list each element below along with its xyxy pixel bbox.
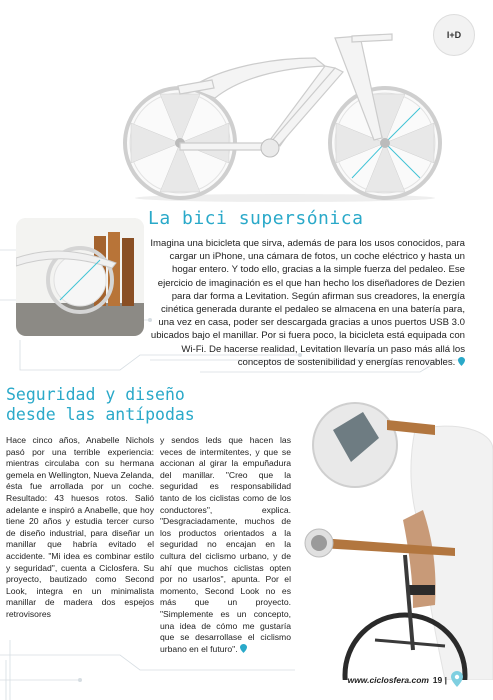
article-title-supersonic: La bici supersónica [148, 208, 364, 229]
section-tag-label: I+D [446, 30, 462, 40]
article-title-line-1: Seguridad y diseño [6, 385, 185, 404]
article-title-safety [6, 385, 195, 425]
article-title-line-2: desde las antípodas [6, 405, 195, 424]
footer-website-link[interactable]: www.ciclosfera.com [347, 675, 429, 685]
article-column-2-text: y sendos leds que hacen las veces de intermitentes, y que se accionan al girar la empuñadura del manillar. "Creo que la seguridad es responsabilidad tanto de los ciclistas como de los conductores", explica. "Desgraciadamente, muchos de los productos orientados a la seguridad no encajan en la cultura del ciclismo urbano, y de ahí que muchos ciclistas opten por no usarlos", apunta. Por el momento, Second Look no es más que un proyecto. "Simplemente es un concepto, una idea de cómo me gustaría que se desarrollase el ciclismo urbano en el futuro". [160, 435, 291, 654]
article-intro-body: Imagina una bicicleta que sirva, además de para los usos conocidos, para cargar un iPhone, una cámara de fotos, un coche eléctrico y hasta un hogar entero. Y todo ello, gracias a la simple fuerza del pedaleo. Ese ejercicio de imaginación es el que han hecho los diseñadores de Dezien para dar forma a Levitation. Según afirman sus creadores, la energía cinética generada durante el pedaleo se almacena en una batería para, una vez en casa, poder ser descargada gracias a unos puertos USB 3.0 ubicados bajo el manillar. Por si fuera poco, la bicicleta está equipada con Wi-Fi. De hacerse realidad, Levitation llevaría un paso más allá los conceptos de sostenibilidad y energías renovables. [150, 238, 465, 368]
bike-detail-image [16, 218, 144, 336]
article-intro-text [147, 237, 465, 369]
front-wheel [330, 88, 440, 198]
location-pin-icon [240, 644, 247, 653]
hero-bicycle-image [120, 28, 450, 203]
handlebar-mirror-photo [295, 390, 493, 680]
location-pin-icon [451, 671, 463, 687]
article-column-2 [160, 435, 291, 655]
location-pin-icon [458, 357, 465, 366]
article-column-1: Hace cinco años, Anabelle Nichols pasó por una terrible experiencia: mientras circulaba con su hermana gemela en Wellington, Nueva Zelanda, ésta fue arrollada por un coche. Resultado: 43 huesos rotos. Salió adelante e inspiró a Anabelle, que hoy tiene 20 años y estudia tercer curso de diseño industrial, para diseñar un manillar que habría evitado el accidente. "Mi idea es combinar estilo y seguridad", cuenta a Ciclosfera. Su proyecto, bautizado como Second Look, integra en un minimalista manillar de madera dos espejos retrovisores [6, 435, 154, 619]
page-number: 19 | [432, 675, 447, 685]
